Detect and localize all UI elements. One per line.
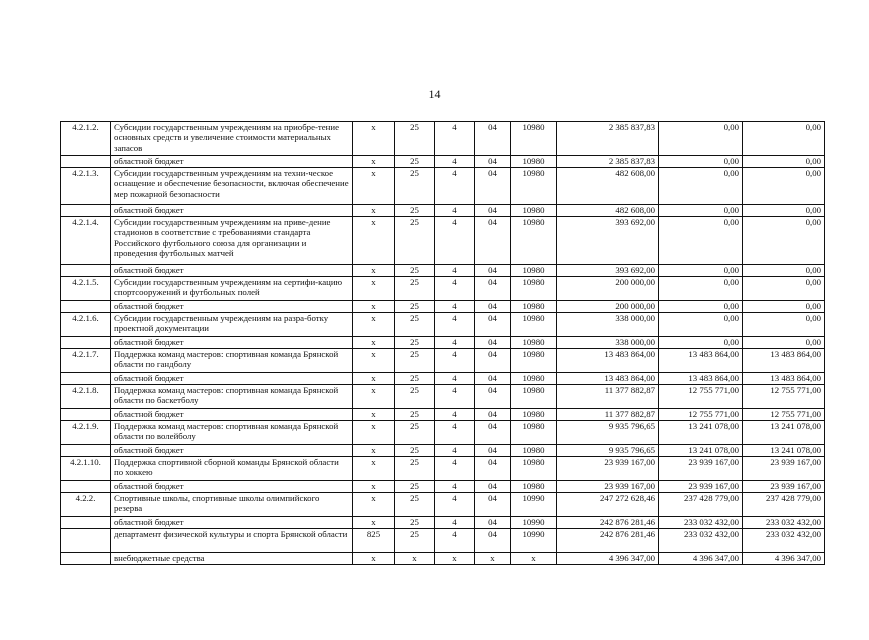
row-code: [61, 517, 111, 529]
row-code: 4.2.1.9.: [61, 421, 111, 445]
row-grbs: x: [353, 517, 395, 529]
row-amount-year-1: 338 000,00: [557, 337, 659, 349]
table-row: [61, 313, 825, 337]
row-subsection: 4: [435, 373, 475, 385]
table-row: [61, 156, 825, 168]
row-grbs: x: [353, 445, 395, 457]
row-grbs: x: [353, 301, 395, 313]
row-amount-year-1: 2 385 837,83: [557, 156, 659, 168]
row-amount-year-2: 4 396 347,00: [659, 553, 743, 565]
row-description: Спортивные школы, спортивные школы олимпийского резерва: [111, 493, 353, 517]
row-amount-year-3: 0,00: [743, 217, 825, 265]
row-subsection: 4: [435, 529, 475, 553]
row-expense-type: 04: [475, 529, 511, 553]
row-code: 4.2.1.8.: [61, 385, 111, 409]
row-section: 25: [395, 409, 435, 421]
row-subsection: 4: [435, 385, 475, 409]
row-grbs: x: [353, 122, 395, 156]
row-section: 25: [395, 168, 435, 205]
row-description: областной бюджет: [111, 156, 353, 168]
row-description: внебюджетные средства: [111, 553, 353, 565]
row-subsection: 4: [435, 493, 475, 517]
row-subsection: 4: [435, 277, 475, 301]
row-grbs: 825: [353, 529, 395, 553]
row-amount-year-1: 393 692,00: [557, 265, 659, 277]
row-target-article: 10980: [511, 373, 557, 385]
row-target-article: 10980: [511, 156, 557, 168]
row-grbs: x: [353, 349, 395, 373]
row-subsection: 4: [435, 409, 475, 421]
row-expense-type: 04: [475, 313, 511, 337]
row-amount-year-1: 247 272 628,46: [557, 493, 659, 517]
row-amount-year-3: 13 241 078,00: [743, 445, 825, 457]
row-expense-type: 04: [475, 349, 511, 373]
row-amount-year-3: 0,00: [743, 301, 825, 313]
table-row: [61, 529, 825, 553]
row-target-article: x: [511, 553, 557, 565]
row-grbs: x: [353, 481, 395, 493]
row-amount-year-2: 0,00: [659, 301, 743, 313]
row-description: областной бюджет: [111, 517, 353, 529]
row-expense-type: 04: [475, 457, 511, 481]
row-target-article: 10980: [511, 301, 557, 313]
row-code: 4.2.1.3.: [61, 168, 111, 205]
row-target-article: 10980: [511, 421, 557, 445]
table-row: [61, 493, 825, 517]
row-target-article: 10990: [511, 517, 557, 529]
row-code: [61, 156, 111, 168]
row-grbs: x: [353, 217, 395, 265]
row-amount-year-3: 23 939 167,00: [743, 457, 825, 481]
row-amount-year-3: 12 755 771,00: [743, 409, 825, 421]
row-code: [61, 445, 111, 457]
row-code: 4.2.1.7.: [61, 349, 111, 373]
row-amount-year-3: 0,00: [743, 265, 825, 277]
row-target-article: 10990: [511, 529, 557, 553]
row-target-article: 10980: [511, 445, 557, 457]
row-description: Поддержка команд мастеров: спортивная команда Брянской области по волейболу: [111, 421, 353, 445]
row-amount-year-2: 13 241 078,00: [659, 445, 743, 457]
row-amount-year-2: 0,00: [659, 168, 743, 205]
table-row: [61, 421, 825, 445]
row-subsection: 4: [435, 457, 475, 481]
row-grbs: x: [353, 373, 395, 385]
row-grbs: x: [353, 421, 395, 445]
row-amount-year-1: 13 483 864,00: [557, 349, 659, 373]
row-section: 25: [395, 205, 435, 217]
row-expense-type: 04: [475, 445, 511, 457]
row-grbs: x: [353, 457, 395, 481]
row-target-article: 10980: [511, 481, 557, 493]
row-amount-year-2: 13 483 864,00: [659, 349, 743, 373]
row-amount-year-2: 13 241 078,00: [659, 421, 743, 445]
row-grbs: x: [353, 168, 395, 205]
row-code: 4.2.1.5.: [61, 277, 111, 301]
row-description: Субсидии государственным учреждениям на приобре-тение основных средств и увеличение стоимости материальных запасов: [111, 122, 353, 156]
row-description: департамент физической культуры и спорта Брянской области: [111, 529, 353, 553]
row-amount-year-2: 0,00: [659, 217, 743, 265]
row-expense-type: 04: [475, 493, 511, 517]
row-subsection: x: [435, 553, 475, 565]
row-section: 25: [395, 217, 435, 265]
table-row: [61, 301, 825, 313]
row-expense-type: 04: [475, 337, 511, 349]
row-expense-type: 04: [475, 373, 511, 385]
row-description: Поддержка команд мастеров: спортивная команда Брянской области по гандболу: [111, 349, 353, 373]
table-row: [61, 517, 825, 529]
row-amount-year-2: 237 428 779,00: [659, 493, 743, 517]
row-amount-year-2: 0,00: [659, 205, 743, 217]
row-amount-year-2: 233 032 432,00: [659, 529, 743, 553]
row-description: Субсидии государственным учреждениям на техни-ческое оснащение и обеспечение безопасности, включая обеспечение мер пожарной безопасности: [111, 168, 353, 205]
row-subsection: 4: [435, 265, 475, 277]
row-amount-year-3: 12 755 771,00: [743, 385, 825, 409]
row-amount-year-2: 13 483 864,00: [659, 373, 743, 385]
row-amount-year-1: 11 377 882,87: [557, 385, 659, 409]
row-description: областной бюджет: [111, 337, 353, 349]
row-amount-year-2: 0,00: [659, 337, 743, 349]
row-amount-year-3: 23 939 167,00: [743, 481, 825, 493]
row-section: 25: [395, 373, 435, 385]
row-amount-year-1: 242 876 281,46: [557, 517, 659, 529]
row-target-article: 10980: [511, 409, 557, 421]
row-amount-year-2: 23 939 167,00: [659, 481, 743, 493]
row-section: 25: [395, 122, 435, 156]
row-description: Субсидии государственным учреждениям на приве-дение стадионов в соответствие с требованиями стандарта Российского футбольного союза для организации и проведения футбольных матчей: [111, 217, 353, 265]
row-section: 25: [395, 349, 435, 373]
row-amount-year-2: 0,00: [659, 156, 743, 168]
row-subsection: 4: [435, 217, 475, 265]
row-target-article: 10980: [511, 277, 557, 301]
row-amount-year-3: 13 241 078,00: [743, 421, 825, 445]
row-section: x: [395, 553, 435, 565]
row-amount-year-1: 9 935 796,65: [557, 445, 659, 457]
row-description: областной бюджет: [111, 445, 353, 457]
row-subsection: 4: [435, 301, 475, 313]
table-row: [61, 385, 825, 409]
row-code: 4.2.2.: [61, 493, 111, 517]
row-amount-year-2: 23 939 167,00: [659, 457, 743, 481]
row-amount-year-3: 233 032 432,00: [743, 517, 825, 529]
row-amount-year-1: 13 483 864,00: [557, 373, 659, 385]
row-target-article: 10980: [511, 313, 557, 337]
row-section: 25: [395, 277, 435, 301]
row-code: 4.2.1.4.: [61, 217, 111, 265]
row-subsection: 4: [435, 122, 475, 156]
row-expense-type: 04: [475, 265, 511, 277]
row-code: [61, 205, 111, 217]
table-row: [61, 553, 825, 565]
row-subsection: 4: [435, 445, 475, 457]
row-target-article: 10980: [511, 457, 557, 481]
row-amount-year-3: 0,00: [743, 168, 825, 205]
table-row: [61, 205, 825, 217]
row-grbs: x: [353, 205, 395, 217]
row-description: областной бюджет: [111, 481, 353, 493]
row-amount-year-2: 233 032 432,00: [659, 517, 743, 529]
row-code: [61, 373, 111, 385]
row-amount-year-1: 23 939 167,00: [557, 457, 659, 481]
row-expense-type: 04: [475, 277, 511, 301]
row-code: [61, 337, 111, 349]
row-code: 4.2.1.10.: [61, 457, 111, 481]
row-section: 25: [395, 313, 435, 337]
row-expense-type: x: [475, 553, 511, 565]
row-amount-year-2: 12 755 771,00: [659, 409, 743, 421]
row-section: 25: [395, 421, 435, 445]
row-code: 4.2.1.6.: [61, 313, 111, 337]
row-expense-type: 04: [475, 217, 511, 265]
page-number: 14: [428, 87, 441, 101]
row-section: 25: [395, 517, 435, 529]
row-expense-type: 04: [475, 385, 511, 409]
row-subsection: 4: [435, 156, 475, 168]
row-amount-year-2: 0,00: [659, 122, 743, 156]
row-expense-type: 04: [475, 168, 511, 205]
table-row: [61, 168, 825, 205]
row-target-article: 10980: [511, 122, 557, 156]
row-description: областной бюджет: [111, 265, 353, 277]
row-grbs: x: [353, 409, 395, 421]
row-amount-year-3: 13 483 864,00: [743, 373, 825, 385]
row-amount-year-1: 393 692,00: [557, 217, 659, 265]
row-subsection: 4: [435, 517, 475, 529]
row-amount-year-3: 0,00: [743, 205, 825, 217]
table-row: [61, 445, 825, 457]
row-code: [61, 529, 111, 553]
row-amount-year-3: 0,00: [743, 156, 825, 168]
row-target-article: 10980: [511, 349, 557, 373]
row-amount-year-3: 0,00: [743, 122, 825, 156]
row-grbs: x: [353, 277, 395, 301]
table-row: [61, 373, 825, 385]
row-expense-type: 04: [475, 205, 511, 217]
row-code: [61, 409, 111, 421]
row-grbs: x: [353, 265, 395, 277]
row-amount-year-1: 9 935 796,65: [557, 421, 659, 445]
row-target-article: 10980: [511, 217, 557, 265]
table-row: [61, 457, 825, 481]
row-amount-year-1: 482 608,00: [557, 168, 659, 205]
row-code: [61, 481, 111, 493]
row-amount-year-2: 12 755 771,00: [659, 385, 743, 409]
row-code: [61, 301, 111, 313]
row-description: областной бюджет: [111, 409, 353, 421]
row-amount-year-3: 0,00: [743, 313, 825, 337]
table-row: [61, 349, 825, 373]
row-amount-year-3: 4 396 347,00: [743, 553, 825, 565]
row-grbs: x: [353, 337, 395, 349]
row-section: 25: [395, 481, 435, 493]
row-amount-year-1: 11 377 882,87: [557, 409, 659, 421]
row-amount-year-1: 23 939 167,00: [557, 481, 659, 493]
row-target-article: 10980: [511, 385, 557, 409]
row-subsection: 4: [435, 481, 475, 493]
row-section: 25: [395, 156, 435, 168]
table-row: [61, 277, 825, 301]
row-description: областной бюджет: [111, 301, 353, 313]
row-target-article: 10980: [511, 205, 557, 217]
table-row: [61, 337, 825, 349]
row-section: 25: [395, 445, 435, 457]
row-amount-year-3: 13 483 864,00: [743, 349, 825, 373]
row-subsection: 4: [435, 421, 475, 445]
row-description: Субсидии государственным учреждениям на разра-ботку проектной документации: [111, 313, 353, 337]
row-description: Субсидии государственным учреждениям на сертифи-кацию спортсооружений и футбольных полей: [111, 277, 353, 301]
row-expense-type: 04: [475, 409, 511, 421]
table-row: [61, 265, 825, 277]
row-amount-year-1: 338 000,00: [557, 313, 659, 337]
row-amount-year-2: 0,00: [659, 313, 743, 337]
row-grbs: x: [353, 385, 395, 409]
row-amount-year-2: 0,00: [659, 265, 743, 277]
row-expense-type: 04: [475, 301, 511, 313]
row-description: Поддержка спортивной сборной команды Брянской области по хоккею: [111, 457, 353, 481]
row-target-article: 10990: [511, 493, 557, 517]
row-subsection: 4: [435, 337, 475, 349]
row-expense-type: 04: [475, 517, 511, 529]
row-expense-type: 04: [475, 156, 511, 168]
row-section: 25: [395, 385, 435, 409]
row-description: областной бюджет: [111, 373, 353, 385]
row-grbs: x: [353, 493, 395, 517]
table-row: [61, 481, 825, 493]
row-target-article: 10980: [511, 168, 557, 205]
row-subsection: 4: [435, 313, 475, 337]
row-amount-year-1: 200 000,00: [557, 277, 659, 301]
row-amount-year-3: 233 032 432,00: [743, 529, 825, 553]
row-subsection: 4: [435, 349, 475, 373]
row-amount-year-1: 2 385 837,83: [557, 122, 659, 156]
row-expense-type: 04: [475, 421, 511, 445]
row-amount-year-1: 200 000,00: [557, 301, 659, 313]
row-section: 25: [395, 265, 435, 277]
row-amount-year-1: 242 876 281,46: [557, 529, 659, 553]
budget-table: [60, 121, 825, 565]
row-target-article: 10980: [511, 337, 557, 349]
row-code: [61, 553, 111, 565]
row-expense-type: 04: [475, 122, 511, 156]
row-code: [61, 265, 111, 277]
row-grbs: x: [353, 553, 395, 565]
row-section: 25: [395, 493, 435, 517]
row-amount-year-3: 0,00: [743, 337, 825, 349]
row-description: Поддержка команд мастеров: спортивная команда Брянской области по баскетболу: [111, 385, 353, 409]
row-subsection: 4: [435, 168, 475, 205]
row-section: 25: [395, 457, 435, 481]
row-amount-year-2: 0,00: [659, 277, 743, 301]
row-amount-year-1: 4 396 347,00: [557, 553, 659, 565]
table-row: [61, 409, 825, 421]
row-target-article: 10980: [511, 265, 557, 277]
row-section: 25: [395, 529, 435, 553]
table-row: [61, 122, 825, 156]
row-section: 25: [395, 301, 435, 313]
row-grbs: x: [353, 313, 395, 337]
row-amount-year-3: 0,00: [743, 277, 825, 301]
row-grbs: x: [353, 156, 395, 168]
row-amount-year-3: 237 428 779,00: [743, 493, 825, 517]
row-code: 4.2.1.2.: [61, 122, 111, 156]
row-amount-year-1: 482 608,00: [557, 205, 659, 217]
row-description: областной бюджет: [111, 205, 353, 217]
table-row: [61, 217, 825, 265]
row-subsection: 4: [435, 205, 475, 217]
row-section: 25: [395, 337, 435, 349]
row-expense-type: 04: [475, 481, 511, 493]
